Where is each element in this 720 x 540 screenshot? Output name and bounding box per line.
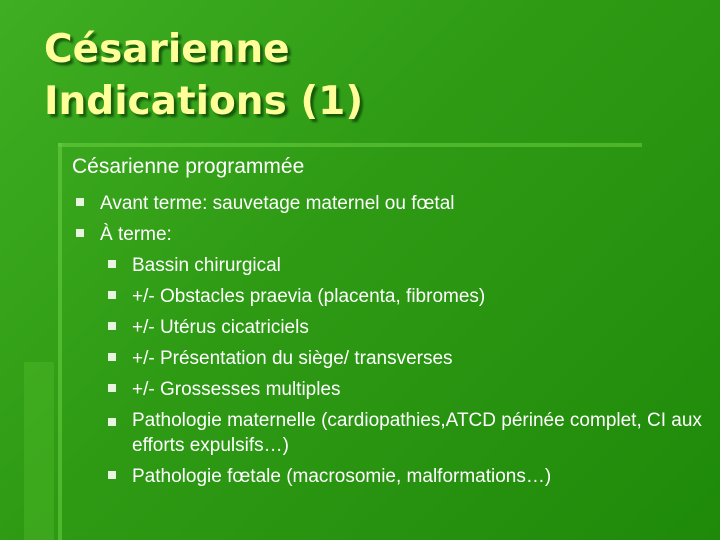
sub-list-item <box>72 408 702 458</box>
sub-list-item <box>72 250 702 281</box>
slide-content <box>72 150 702 492</box>
section-heading: Césarienne programmée <box>72 155 305 178</box>
square-bullet-icon <box>108 418 116 426</box>
decorative-vertical-line <box>58 143 62 540</box>
square-bullet-icon <box>108 353 116 361</box>
square-bullet-icon <box>108 384 116 392</box>
list-item-text: Bassin chirurgical <box>132 255 281 276</box>
list-item-text: Avant terme: sauvetage maternel ou fœtal <box>100 193 455 214</box>
list-item-text: +/- Utérus cicatriciels <box>132 317 309 338</box>
decorative-shade-block <box>24 362 54 540</box>
sub-list-item <box>72 312 702 343</box>
square-bullet-icon <box>76 229 84 237</box>
square-bullet-icon <box>76 198 84 206</box>
title-line-1: Césarienne <box>44 27 290 72</box>
sub-list-item <box>72 343 702 374</box>
square-bullet-icon <box>108 260 116 268</box>
square-bullet-icon <box>108 322 116 330</box>
list-item <box>72 188 702 219</box>
list-item-text: À terme: <box>100 224 172 245</box>
list-item <box>72 219 702 250</box>
list-item-text: +/- Présentation du siège/ transverses <box>132 348 453 369</box>
list-item-text: Pathologie maternelle (cardiopathies,ATCD périnée complet, CI aux efforts expulsifs…) <box>132 410 702 456</box>
list-item-text: +/- Grossesses multiples <box>132 379 341 400</box>
list-item-text: Pathologie fœtale (macrosomie, malformations…) <box>132 466 552 487</box>
slide-title <box>44 24 363 128</box>
list-item-text: +/- Obstacles praevia (placenta, fibromes) <box>132 286 486 307</box>
square-bullet-icon <box>108 291 116 299</box>
decorative-horizontal-line <box>58 143 642 147</box>
square-bullet-icon <box>108 471 116 479</box>
sub-list-item <box>72 461 702 492</box>
sub-list-item <box>72 281 702 312</box>
title-line-2: Indications (1) <box>44 79 364 124</box>
sub-list-item <box>72 374 702 405</box>
